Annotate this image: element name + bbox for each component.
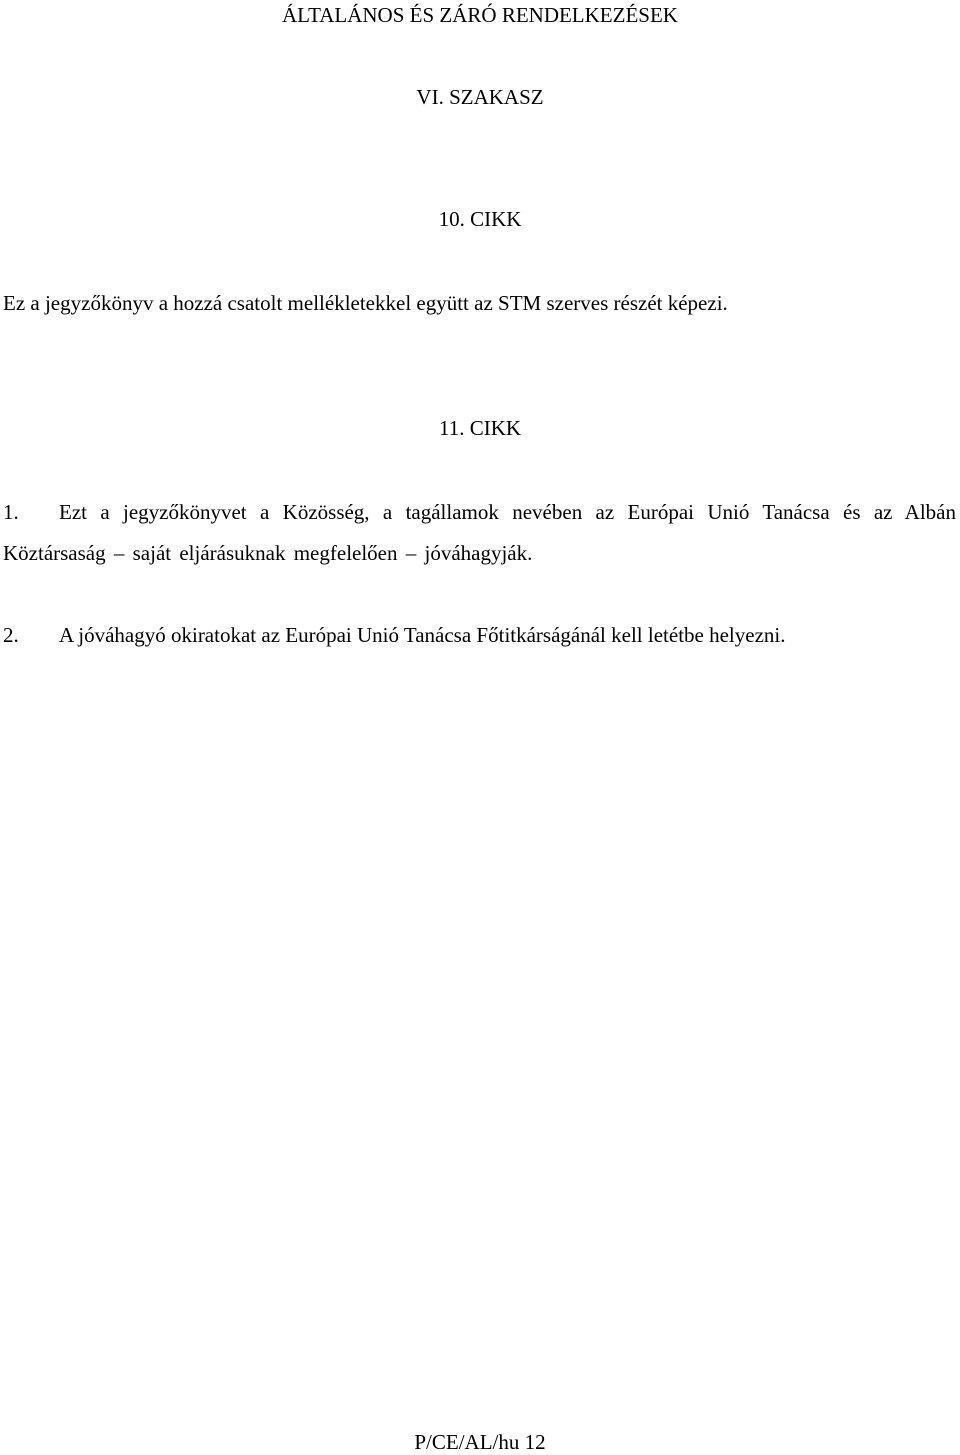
- paragraph-2-text: A jóváhagyó okiratokat az Európai Unió Tanácsa Főtitkárságánál kell letétbe helyezni.: [59, 623, 786, 647]
- page-footer: P/CE/AL/hu 12: [414, 1430, 546, 1454]
- article-10-title: 10. CIKK: [438, 207, 522, 231]
- article-10-text: Ez a jegyzőkönyv a hozzá csatolt mellékletekkel együtt az STM szerves részét képezi.: [3, 291, 728, 315]
- paragraph-2-number: 2.: [3, 623, 19, 647]
- paragraph-1-number: 1.: [3, 500, 19, 524]
- section-title: VI. SZAKASZ: [416, 85, 544, 109]
- heading: ÁLTALÁNOS ÉS ZÁRÓ RENDELKEZÉSEK: [282, 3, 678, 27]
- paragraph-1-text-line-1: Ezt a jegyzőkönyvet a Közösség, a tagállamok nevében az Európai Unió Tanácsa és az Albán: [59, 500, 956, 524]
- article-11-title: 11. CIKK: [438, 416, 522, 440]
- article-11-paragraph-1-line-1: [3, 499, 956, 525]
- article-11-paragraph-2: [3, 622, 785, 648]
- article-11-paragraph-1-line-2: Köztársaság – saját eljárásuknak megfelelően – jóváhagyják.: [3, 541, 533, 565]
